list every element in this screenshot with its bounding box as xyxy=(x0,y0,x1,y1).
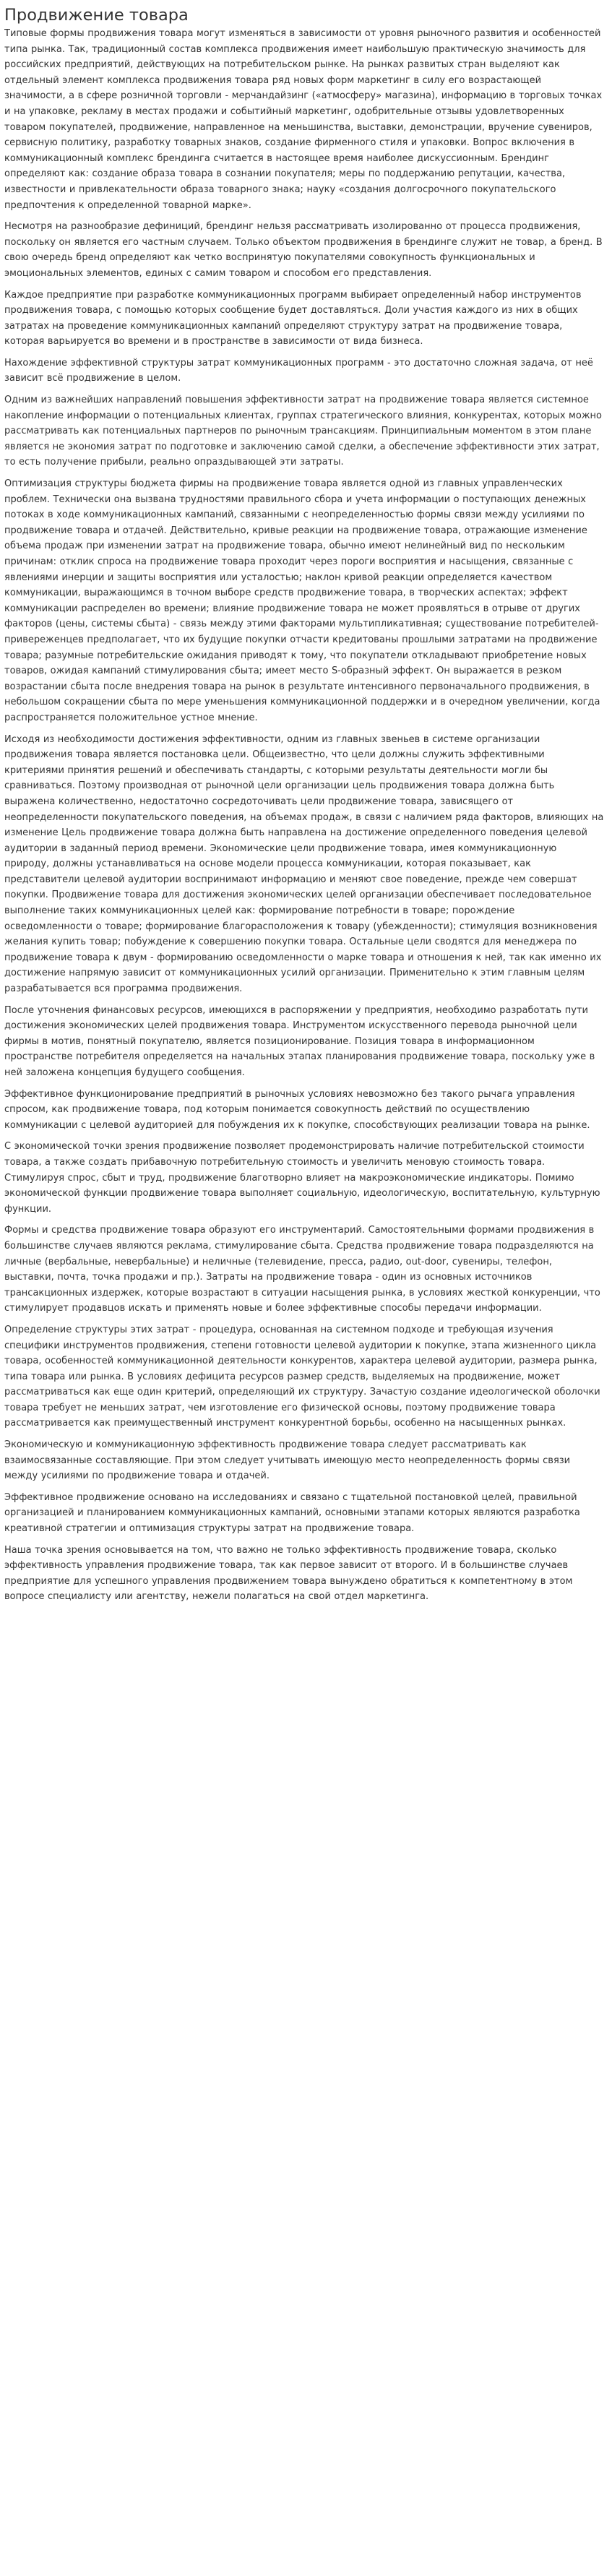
paragraph: Типовые формы продвижения товара могут изменяться в зависимости от уровня рыночного развития и особенностей типа рынка. Так, традиционный состав комплекса продвижения имеет наибольшую практическую значимость для российских предприятий, действующих на потребительском рынке. На рынках развитых стран выделяют как отдельный элемент комплекса продвижения товара ряд новых форм маркетинг в силу его возрастающей значимости, а в сфере розничной торговли - мерчандайзинг («атмосферу» магазина), информацию в торговых точках и на упаковке, рекламу в местах продажи и событийный маркетинг, одобрительные отзывы удовлетворенных товаром покупателей, продвижение, направленное на меньшинства, выставки, демонстрации, вручение сувениров, сервисную политику, разработку товарных знаков, создание фирменного стиля и упаковки. Вопрос включения в коммуникационный комплекс брендинга считается в настоящее время наиболее дискуссионным. Брендинг определяют как: создание образа товара в сознании покупателя; меры по поддержанию репутации, качества, известности и привлекательности образа товарного знака; науку «создания долгосрочного покупательского предпочтения к определенной товарной марке». xyxy=(4,28,603,211)
paragraph: Одним из важнейших направлений повышения эффективности затрат на продвижение товара является системное накопление информации о потенциальных клиентах, группах стратегического влияния, конкурентах, которых можно рассматривать как потенциальных партнеров по рыночным трансакциям. Принципиальным моментом в этом плане является не экономия затрат по подготовке и заключению самой сделки, а обеспечение эффективности этих затрат, то есть получение прибыли, реально опраздывающей эти затраты. xyxy=(4,395,602,468)
paragraph: Определение структуры этих затрат - процедура, основанная на системном подходе и требующая изучения специфики инструментов продвижения, степени готовности целевой аудитории к покупке, этапа жизненного цикла товара, особенностей коммуникационной деятельности конкурентов, характера целевой аудитории, размера рынка, типа товара или рынка. В условиях дефицита ресурсов размер средств, выделяемых на продвижение, может рассматриваться как еще один критерий, определяющий их структуру. Зачастую создание идеологической оболочки товара требует не меньших затрат, чем изготовление его физической основы, поэтому продвижение товара рассматривается как преимущественный инструмент конкурентной борьбы, особенно на насыщенных рынках. xyxy=(4,1324,600,1429)
paragraph: Оптимизация структуры бюджета фирмы на продвижение товара является одной из главных управленческих проблем. Технически она вызвана трудностями правильного сбора и учета информации о поступающих денежных потоках в ходе коммуникационных кампаний, связанными с неопределенностью формы связи между усилиями по продвижение товара и отдачей. Действительно, кривые реакции на продвижение товара, отражающие изменение объема продаж при изменении затрат на продвижение товара, обычно имеют нелинейный вид по нескольким причинам: отклик спроса на продвижение товара проходит через пороги восприятия и насыщения, связанные с явлениями инерции и защиты восприятия или усталостью; наклон кривой реакции определяется качеством коммуникации, выражающимся в точном выборе средств продвижение товара, в творческих аспектах; эффект коммуникации распределен во времени; влияние продвижение товара не может проявляться в отрыве от других факторов (цены, системы сбыта) - связь между этими факторами мультипликативная; существование потребителей-привереженцев предполагает, что их будущие покупки отчасти кредитованы прошлыми затратами на продвижение товара; разумные потребительские ожидания приводят к тому, что покупатели откладывают приобретение новых товаров, ожидая кампаний стимулирования сбыта; имеет место S-образный эффект. Он выражается в резком возрастании сбыта после внедрения товара на рынок в результате интенсивного первоначального продвижения, в небольшом сокращении сбыта по мере уменьшения коммуникационной поддержки и в очередном увеличении, когда распространяется положительное устное мнение. xyxy=(4,478,600,723)
paragraph: После уточнения финансовых ресурсов, имеющихся в распоряжении у предприятия, необходимо разработать пути достижения экономических целей продвижения товара. Инструментом искусственного перевода рыночной цели фирмы в мотив, понятный покупателю, является позиционирование. Позиция товара в информационном пространстве потребителя определяется на начальных этапах планирования продвижение товара, поскольку уже в ней заложена концепция будущего сообщения. xyxy=(4,1004,595,1078)
paragraph: Каждое предприятие при разработке коммуникационных программ выбирает определенный набор инструментов продвижения товара, с помощью которых сообщение будет доставляться. Доли участия каждого из них в общих затратах на проведение коммуникационных кампаний определяют структуру затрат на продвижение товара, которая варьируется во времени и в пространстве в зависимости от вида бизнеса. xyxy=(4,289,582,348)
paragraph: С экономической точки зрения продвижение позволяет продемонстрировать наличие потребительской стоимости товара, а также создать прибавочную потребительную стоимость и увеличить меновую стоимость товара. Стимулируя спрос, сбыт и труд, продвижение благотворно влияет на макроэкономические индикаторы. Помимо экономической функции продвижение товара выполняет социальную, идеологическую, воспитательную, культурную функции. xyxy=(4,1141,600,1215)
paragraph: Формы и средства продвижение товара образуют его инструментарий. Самостоятельными формами продвижения в большинстве случаев являются реклама, стимулирование сбыта. Средства продвижение товара подразделяются на личные (вербальные, невербальные) и неличные (телевидение, пресса, радио, out-door, сувениры, телефон, выставки, почта, точка продажи и пр.). Затраты на продвижение товара - один из основных источников трансакционных издержек, которые возрастают в ситуации насыщения рынка, в условиях жесткой конкуренции, что стимулирует продавцов искать и применять новые и более эффективные способы передачи информации. xyxy=(4,1225,600,1314)
paragraph: Несмотря на разнообразие дефиниций, брендинг нельзя рассматривать изолированно от процесса продвижения, поскольку он является его частным случаем. Только объектом продвижения в брендинге служит не товар, а бренд. В свою очередь бренд определяют как четко воспринятую покупателями совокупность функциональных и эмоциональных элементов, единых с самим товаром и способом его представления. xyxy=(4,221,603,279)
paragraph: Наша точка зрения основывается на том, что важно не только эффективность продвижение товара, сколько эффективность управления продвижение товара, так как первое зависит от второго. И в большинстве случаев предприятие для успешного управления продвижением товара вынуждено обратиться к компетентному в этом вопросе специалисту или агентству, нежели полагаться на свой отдел маркетинга. xyxy=(4,1544,573,1603)
page-title: Продвижение товара xyxy=(4,6,189,25)
paragraph: Нахождение эффективной структуры затрат коммуникационных программ - это достаточно сложная задача, от неё зависит всё продвижение в целом. xyxy=(4,357,593,384)
paragraph: Исходя из необходимости достижения эффективности, одним из главных звеньев в системе организации продвижения товара является постановка цели. Общеизвестно, что цели должны служить эффективными критериями принятия решений и обеспечивать стандарты, с которыми результаты деятельности могли бы сравниваться. Поэтому производная от рыночной цели организации цель продвижения товара должна быть выражена количественно, недостаточно сосредоточивать цели продвижение товара, зависящего от неопределенности покупательского поведения, на объемах продаж, в связи с наличием ряда факторов, влияющих на изменение Цель продвижение товара должна быть направлена на достижение определенного поведения целевой аудитории в заданный период времени. Экономические цели продвижение товара, имея коммуникационную природу, должны устанавливаться на основе модели процесса коммуникации, которая показывает, как представители целевой аудитории воспринимают информацию и меняют свое поведение, прежде чем совершат покупки. Продвижение товара для достижения экономических целей организации обеспечивает последовательное выполнение таких коммуникационных целей как: формирование потребности в товаре; порождение осведомленности о товаре; формирование благорасположения к товару (убежденности); стимуляция возникновения желания купить товар; побуждение к совершению покупки товара. Остальные цели сводятся для менеджера по продвижение товара к двум - формированию осведомленности о марке товара и отношения к ней, так как именно их достижение напрямую зависит от коммуникационных усилий организации. Применительно к этим главным целям разрабатывается вся программа продвижения. xyxy=(4,733,604,995)
article-body xyxy=(4,26,605,1605)
paragraph: Эффективное функционирование предприятий в рыночных условиях невозможно без такого рычага управления спросом, как продвижение товара, под которым понимается совокупность действий по осуществлению коммуникации с целевой аудиторией для побуждения их к покупке, способствующих реализации товара на рынке. xyxy=(4,1088,590,1131)
paragraph: Экономическую и коммуникационную эффективность продвижение товара следует рассматривать как взаимосвязанные составляющие. При этом следует учитывать имеющую место неопределенность формы связи между усилиями по продвижение товара и отдачей. xyxy=(4,1439,571,1482)
paragraph: Эффективное продвижение основано на исследованиях и связано с тщательной постановкой целей, правильной организацией и планированием коммуникационных кампаний, основными этапами которых являются разработка креативной стратегии и оптимизация структуры затрат на продвижение товара. xyxy=(4,1491,580,1535)
